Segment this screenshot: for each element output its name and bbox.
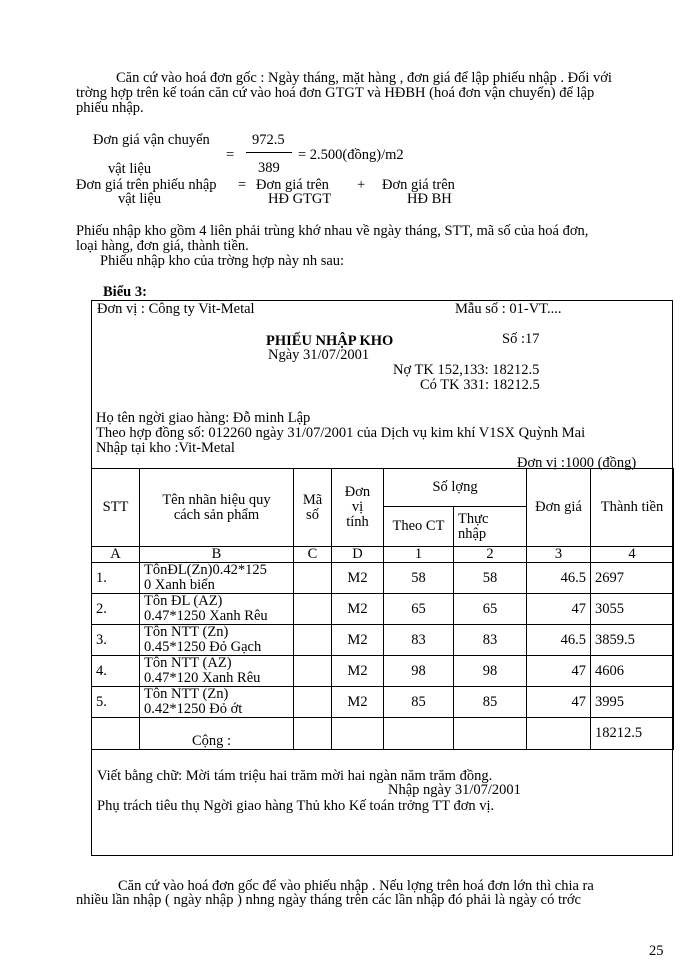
row-product xyxy=(140,687,294,718)
column-letter: C xyxy=(294,547,332,563)
form-debit: Nợ TK 152,133: 18212.5 xyxy=(393,362,540,378)
row-unit: M2 xyxy=(332,656,384,687)
formula1-label-bottom: vật liệu xyxy=(108,161,152,177)
signature-roles: Phụ trách tiêu thụ Ngời giao hàng Thủ kho Kế toán trởng TT đơn vị. xyxy=(97,798,495,814)
header-code-l2: số xyxy=(306,506,319,523)
header-product-name-l1: Tên nhãn hiệu quy xyxy=(162,491,271,508)
column-letter-row xyxy=(92,547,674,563)
formula1-denominator: 389 xyxy=(258,160,280,176)
formula2-term2-bottom: HĐ BH xyxy=(407,191,452,207)
row-qty-document: 58 xyxy=(384,563,454,594)
header-unit-l2: vị xyxy=(351,499,364,515)
row-code xyxy=(294,656,332,687)
row-unit-price: 47 xyxy=(527,656,591,687)
form-currency-unit: Đơn vị :1000 (đồng) xyxy=(517,455,637,471)
header-product-name xyxy=(140,469,294,547)
row-amount: 4606 xyxy=(591,656,674,687)
para2-line-2: loại hàng, đơn giá, thành tiền. xyxy=(76,238,249,254)
row-product xyxy=(140,594,294,625)
form-unit: Đơn vị : Công ty Vit-Metal xyxy=(97,301,255,317)
total-row xyxy=(92,718,674,750)
formula2-term1-bottom: HĐ GTGT xyxy=(268,191,332,207)
intro-line-1: Căn cứ vào hoá đơn gốc : Ngày tháng, mặt hàng , đơn giá để lập phiếu nhập . Đối với xyxy=(116,70,612,86)
column-letter: 1 xyxy=(384,547,454,563)
formula1-result: = 2.500(đồng)/m2 xyxy=(298,147,404,163)
row-qty-document: 98 xyxy=(384,656,454,687)
total-label: Cộng : xyxy=(140,718,294,750)
header-unit-l1: Đơn xyxy=(344,484,371,500)
formula1-label-top: Đơn giá vận chuyển xyxy=(93,132,210,148)
form-warehouse: Nhập tại kho :Vit-Metal xyxy=(96,440,235,456)
row-qty-actual: 58 xyxy=(454,563,527,594)
header-qty-actual-l1: Thực xyxy=(458,510,489,527)
row-product-line-2: 0.45*1250 Đỏ Gạch xyxy=(144,639,262,655)
form-contract: Theo hợp đồng số: 012260 ngày 31/07/2001 của Dịch vụ kim khí V1SX Quỳnh Mai xyxy=(96,425,586,441)
header-product-name-l2: cách sản phẩm xyxy=(173,506,260,523)
form-date: Ngày 31/07/2001 xyxy=(268,347,370,363)
page-number: 25 xyxy=(649,943,664,959)
row-stt: 3. xyxy=(92,625,140,656)
row-product-line-1: Tôn NTT (Zn) xyxy=(144,686,229,702)
row-code xyxy=(294,563,332,594)
sign-date: Nhập ngày 31/07/2001 xyxy=(388,782,521,798)
row-unit-price: 46.5 xyxy=(527,625,591,656)
row-unit: M2 xyxy=(332,625,384,656)
header-code xyxy=(294,469,332,547)
column-letter: 4 xyxy=(591,547,674,563)
row-stt: 5. xyxy=(92,687,140,718)
amount-in-words: Viết bằng chữ: Mời tám triệu hai trăm mời hai ngàn năm trăm đồng. xyxy=(97,768,493,784)
formula2-equals: = xyxy=(238,177,247,193)
row-qty-actual: 85 xyxy=(454,687,527,718)
row-product-line-2: 0 Xanh biển xyxy=(144,577,215,593)
row-product-line-2: 0.47*120 Xanh Rêu xyxy=(144,670,261,686)
header-qty-actual-l2: nhập xyxy=(458,525,487,542)
para2-line-3: Phiếu nhập kho của trờng hợp này nh sau: xyxy=(100,253,345,269)
row-code xyxy=(294,687,332,718)
table-header-row xyxy=(92,469,674,507)
row-amount: 3859.5 xyxy=(591,625,674,656)
row-amount: 2697 xyxy=(591,563,674,594)
row-product-line-1: Tôn ĐL (AZ) xyxy=(144,593,223,609)
row-amount: 3995 xyxy=(591,687,674,718)
row-product-line-2: 0.42*1250 Đỏ ớt xyxy=(144,701,243,717)
intro-line-2: trờng hợp trên kế toán căn cứ vào hoá đơn GTGT và HĐBH (hoá đơn vận chuyển) để lập xyxy=(76,85,595,101)
row-product-line-1: Tôn NTT (AZ) xyxy=(144,655,232,671)
row-unit-price: 47 xyxy=(527,687,591,718)
table-row xyxy=(92,563,674,594)
fraction-bar xyxy=(246,152,292,153)
row-unit: M2 xyxy=(332,687,384,718)
formula2-label-bottom: vật liệu xyxy=(118,191,162,207)
header-quantity: Số lợng xyxy=(384,469,527,507)
formula1-equals: = xyxy=(226,147,235,163)
column-letter: D xyxy=(332,547,384,563)
header-code-l1: Mã xyxy=(302,491,323,508)
row-product xyxy=(140,563,294,594)
header-unit xyxy=(332,469,384,547)
header-amount: Thành tiền xyxy=(591,469,674,547)
row-product-line-1: TônĐL(Zn)0.42*125 xyxy=(144,562,267,578)
header-qty-actual xyxy=(454,507,527,547)
form-caption: Biểu 3: xyxy=(103,284,147,300)
formula2-plus: + xyxy=(357,177,366,193)
row-unit-price: 47 xyxy=(527,594,591,625)
formula1-numerator: 972.5 xyxy=(252,132,285,148)
table-row xyxy=(92,687,674,718)
row-amount: 3055 xyxy=(591,594,674,625)
row-stt: 2. xyxy=(92,594,140,625)
form-template-number: Mẫu số : 01-VT.... xyxy=(455,301,562,317)
column-letter: 2 xyxy=(454,547,527,563)
row-unit-price: 46.5 xyxy=(527,563,591,594)
para2-line-1: Phiếu nhập kho gồm 4 liên phải trùng khớ nhau về ngày tháng, STT, mã số của hoá đơn, xyxy=(76,223,589,239)
header-unit-l3: tính xyxy=(346,514,369,530)
form-deliverer: Họ tên ngời giao hàng: Đỗ minh Lập xyxy=(96,410,311,426)
closing-line-2: nhiều lần nhập ( ngày nhập ) nhng ngày tháng trên các lần nhập đó phải là ngày có trớc xyxy=(76,892,581,908)
row-unit: M2 xyxy=(332,594,384,625)
table-row xyxy=(92,656,674,687)
form-title: PHIẾU NHẬP KHO xyxy=(266,333,394,349)
row-qty-document: 85 xyxy=(384,687,454,718)
row-stt: 4. xyxy=(92,656,140,687)
header-qty-document: Theo CT xyxy=(384,507,454,547)
column-letter: A xyxy=(92,547,140,563)
row-product-line-2: 0.47*1250 Xanh Rêu xyxy=(144,608,268,624)
row-product xyxy=(140,656,294,687)
total-value: 18212.5 xyxy=(591,718,674,750)
formula2-label-top: Đơn giá trên phiếu nhập xyxy=(76,177,217,193)
table-row xyxy=(92,594,674,625)
column-letter: 3 xyxy=(527,547,591,563)
header-stt: STT xyxy=(92,469,140,547)
header-unit-price: Đơn giá xyxy=(527,469,591,547)
row-qty-document: 65 xyxy=(384,594,454,625)
row-product-line-1: Tôn NTT (Zn) xyxy=(144,624,229,640)
form-credit: Có TK 331: 18212.5 xyxy=(420,377,540,393)
goods-table xyxy=(91,468,674,750)
row-qty-actual: 65 xyxy=(454,594,527,625)
row-stt: 1. xyxy=(92,563,140,594)
row-qty-actual: 98 xyxy=(454,656,527,687)
intro-line-3: phiếu nhập. xyxy=(76,100,144,116)
form-number: Số :17 xyxy=(502,331,540,347)
row-unit: M2 xyxy=(332,563,384,594)
formula2-term2-top: Đơn giá trên xyxy=(382,177,455,193)
column-letter: B xyxy=(140,547,294,563)
row-code xyxy=(294,625,332,656)
row-code xyxy=(294,594,332,625)
closing-line-1: Căn cứ vào hoá đơn gốc để vào phiếu nhập . Nếu lợng trên hoá đơn lớn thì chia ra xyxy=(118,878,594,894)
row-qty-actual: 83 xyxy=(454,625,527,656)
table-row xyxy=(92,625,674,656)
formula2-term1-top: Đơn giá trên xyxy=(256,177,329,193)
row-product xyxy=(140,625,294,656)
row-qty-document: 83 xyxy=(384,625,454,656)
